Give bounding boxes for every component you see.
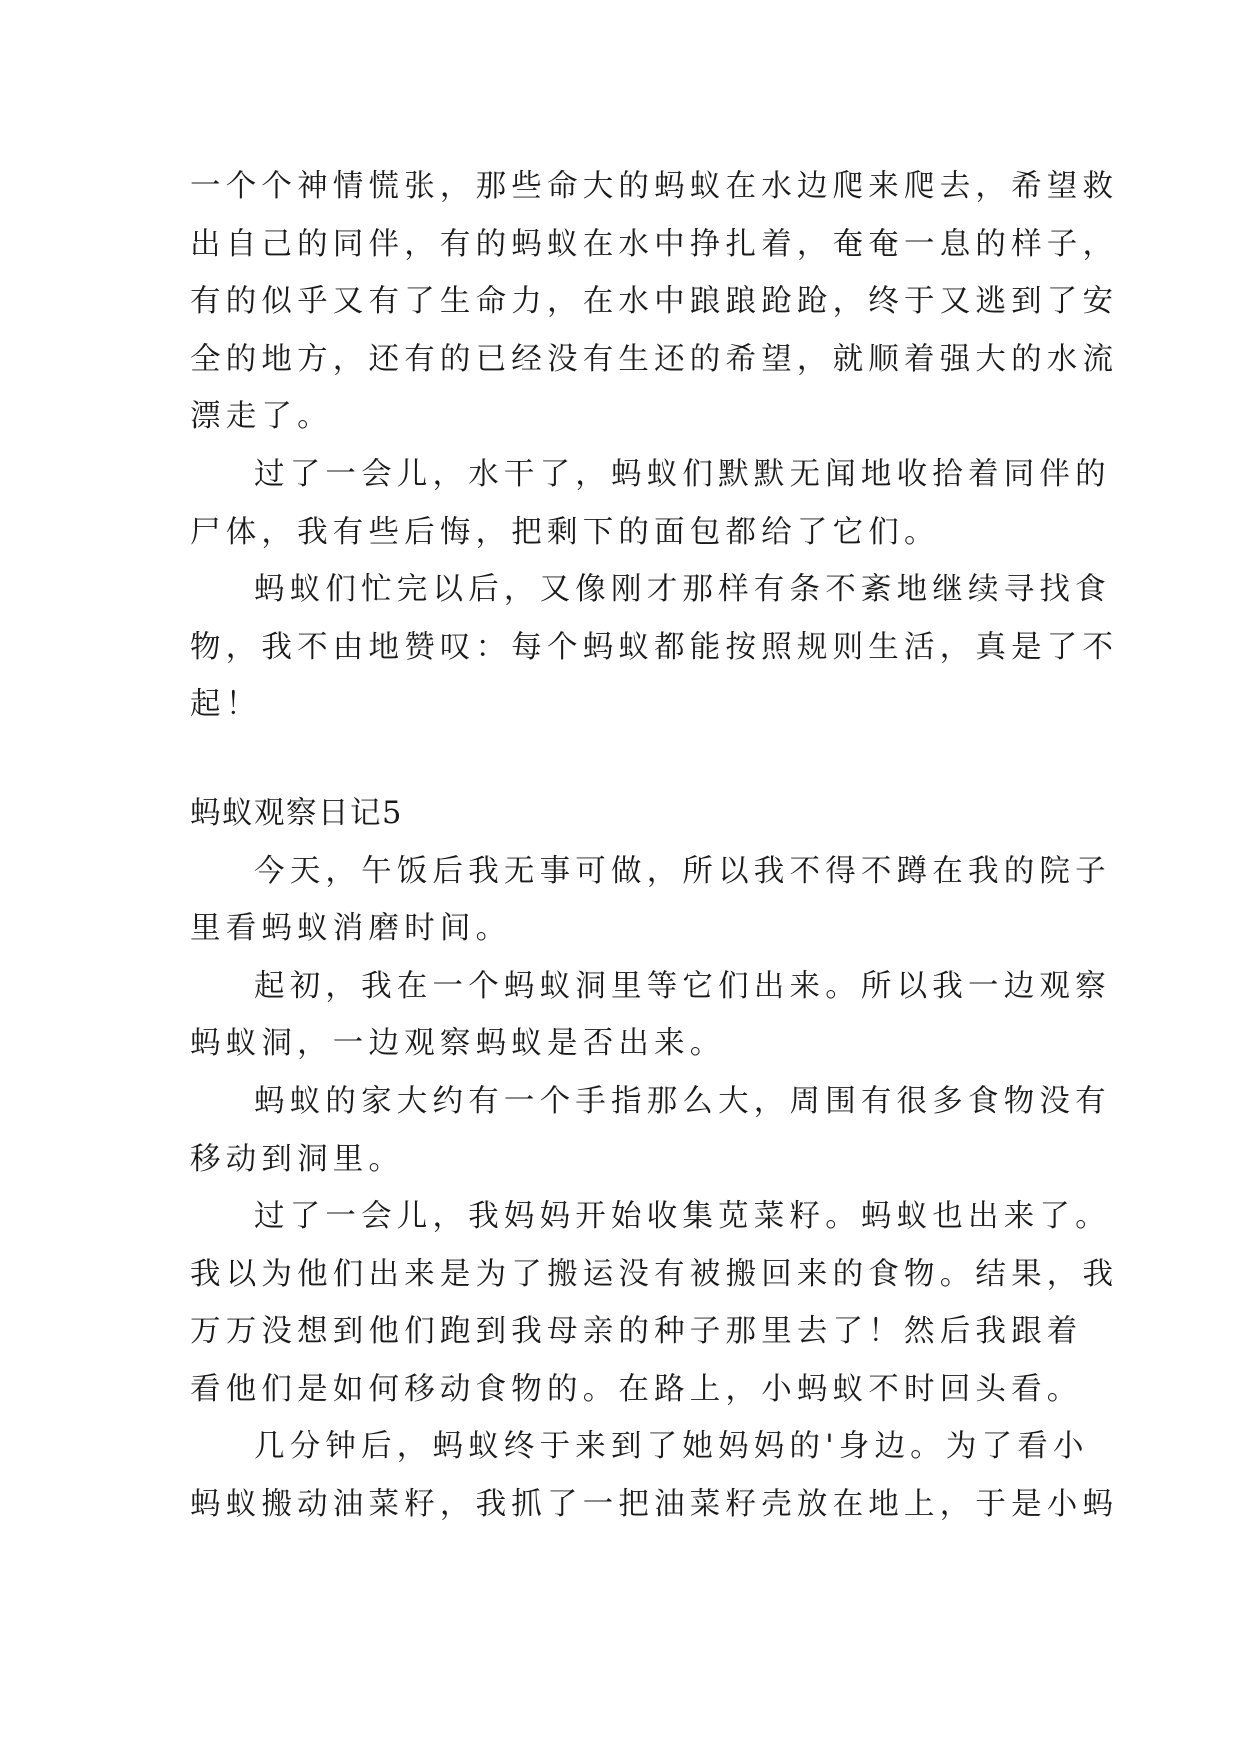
text-line: 出自己的同伴，有的蚂蚁在水中挣扎着，奄奄一息的样子， <box>190 226 1119 262</box>
text-line: 过了一会儿，水干了，蚂蚁们默默无闻地收拾着同伴的 <box>254 456 1111 492</box>
text-line: 起初，我在一个蚂蚁洞里等它们出来。所以我一边观察 <box>254 968 1111 1004</box>
text-line: 蚂蚁搬动油菜籽，我抓了一把油菜籽壳放在地上，于是小蚂 <box>190 1487 1119 1523</box>
text-line: 蚂蚁的家大约有一个手指那么大，周围有很多食物没有 <box>254 1083 1111 1119</box>
text-line: 有的似乎又有了生命力，在水中踉踉跄跄，终于又逃到了安 <box>190 284 1119 320</box>
text-line: 物，我不由地赞叹：每个蚂蚁都能按照规则生活，真是了不 <box>190 629 1119 665</box>
text-line: 移动到洞里。 <box>190 1141 405 1177</box>
text-line: 过了一会儿，我妈妈开始收集苋菜籽。蚂蚁也出来了。 <box>254 1199 1111 1235</box>
text-line: 全的地方，还有的已经没有生还的希望，就顺着强大的水流 <box>190 341 1119 377</box>
text-line: 里看蚂蚁消磨时间。 <box>190 911 512 947</box>
text-line: 看他们是如何移动食物的。在路上，小蚂蚁不时回头看。 <box>190 1371 1083 1407</box>
text-line: 今天，午饭后我无事可做，所以我不得不蹲在我的院子 <box>254 853 1111 889</box>
text-line: 尸体，我有些后悔，把剩下的面包都给了它们。 <box>190 514 940 550</box>
text-line: 几分钟后，蚂蚁终于来到了她妈妈的'身边。为了看小 <box>254 1429 1089 1465</box>
text-line: 漂走了。 <box>190 399 333 435</box>
text-line: 一个个神情慌张，那些命大的蚂蚁在水边爬来爬去，希望救 <box>190 169 1119 204</box>
text-block-continued <box>190 158 1119 734</box>
text-line: 我以为他们出来是为了搬运没有被搬回来的食物。结果，我 <box>190 1256 1119 1292</box>
document-body <box>190 158 1119 1534</box>
section-spacer <box>190 734 1070 785</box>
text-line: 万万没想到他们跑到我母亲的种子那里去了！然后我跟着 <box>190 1314 1083 1350</box>
text-line: 蚂蚁洞，一边观察蚂蚁是否出来。 <box>190 1026 726 1062</box>
text-line: 起！ <box>190 687 262 723</box>
text-block-diary-5 <box>190 843 1119 1534</box>
text-line: 蚂蚁们忙完以后，又像刚才那样有条不紊地继续寻找食 <box>254 572 1111 608</box>
section-title: 蚂蚁观察日记5 <box>190 795 403 831</box>
